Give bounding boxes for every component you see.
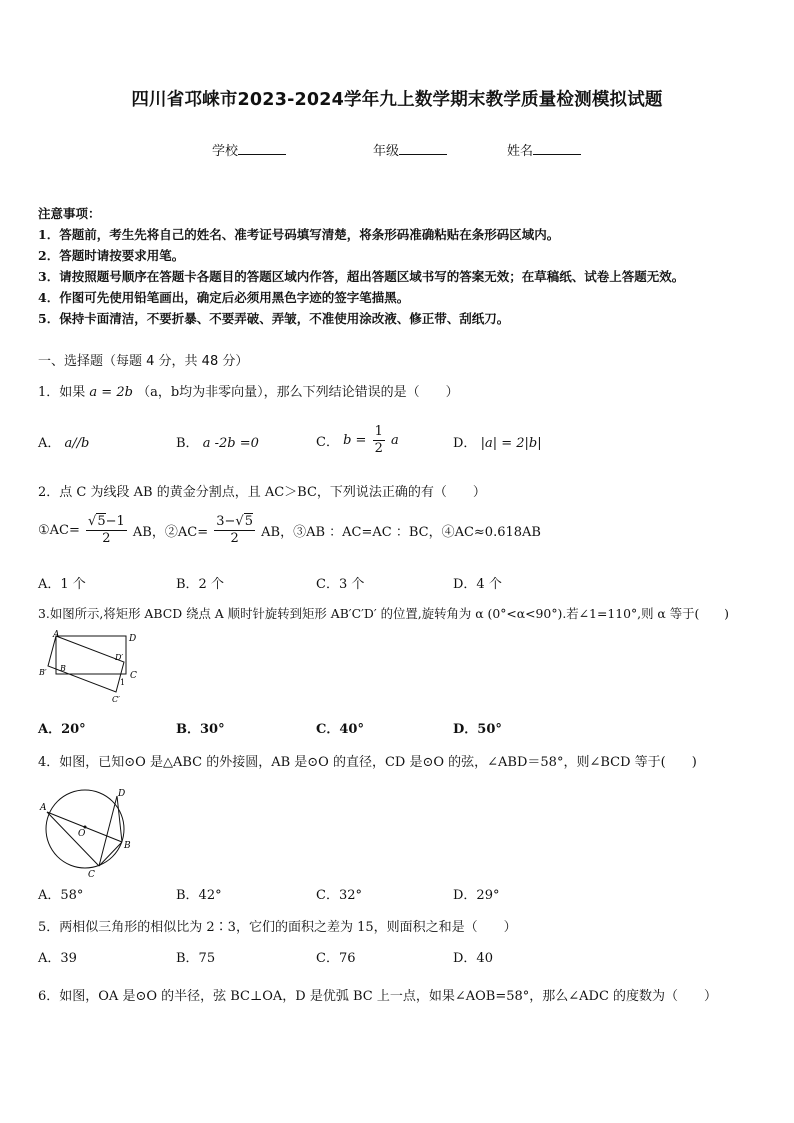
statement-text: ①AC=: [38, 523, 80, 538]
note-item: 4．作图可先使用铅笔画出，确定后必须用黑色字迹的签字笔描黑。: [38, 290, 410, 305]
question-6-stem: 6．如图，OA 是⊙O 的半径，弦 BC⊥OA，D 是优弧 BC 上一点，如果∠AOB=58°，那么∠ADC 的度数为（ ）: [38, 989, 718, 1004]
note-item: 2．答题时请按要求用笔。: [38, 248, 185, 263]
q2-option-d[interactable]: D．4 个: [453, 577, 502, 592]
fraction: [86, 514, 127, 547]
q4-option-b[interactable]: B．42°: [176, 888, 222, 903]
q5-option-c[interactable]: C．76: [316, 951, 356, 966]
question-4-stem: 4．如图，已知⊙O 是△ABC 的外接圆，AB 是⊙O 的直径，CD 是⊙O 的弦，∠ABD＝58°，则∠BCD 等于( ): [38, 755, 697, 770]
name-label: 姓名: [507, 144, 534, 159]
label-c: C: [88, 870, 95, 879]
grade-blank[interactable]: [399, 142, 447, 155]
grade-field[interactable]: [373, 140, 447, 159]
option-text: |a| = 2|b|: [480, 436, 542, 451]
option-text: a -2b =0: [202, 436, 259, 451]
radicand: 5: [97, 514, 106, 529]
page-title: 四川省邛崃市2023-2024学年九上数学期末教学质量检测模拟试题: [131, 90, 663, 110]
fraction: [214, 514, 255, 547]
chord-ac: [47, 812, 99, 866]
question-3-stem: 3.如图所示,将矩形 ABCD 绕点 A 顺时针旋转到矩形 AB′C′D′ 的位置,旋转角为 α (0°<α<90°).若∠1=110°,则 α 等于( ): [38, 606, 729, 621]
q5-option-b[interactable]: B．75: [176, 951, 216, 966]
label-b: B: [60, 664, 66, 673]
option-letter: B．: [176, 436, 199, 451]
denominator: 2: [374, 441, 383, 456]
q5-option-d[interactable]: D．40: [453, 951, 493, 966]
option-text: a: [391, 433, 399, 448]
label-b: B: [124, 841, 131, 851]
q2-option-a[interactable]: A．1 个: [38, 577, 86, 592]
q1-condition: a = 2b: [89, 385, 133, 400]
label-b-prime: B′: [39, 668, 47, 677]
q3-option-d[interactable]: D．50°: [453, 722, 502, 737]
numerator: 1: [374, 424, 383, 439]
q3-option-c[interactable]: C．40°: [316, 722, 364, 737]
option-letter: A．: [38, 436, 61, 451]
fraction: [373, 424, 385, 457]
chord-db: [117, 796, 122, 842]
chord-cd: [99, 796, 117, 866]
q4-option-d[interactable]: D．29°: [453, 888, 500, 903]
question-2-stem: 2．点 C 为线段 AB 的黄金分割点，且 AC＞BC，下列说法正确的有（ ）: [38, 485, 486, 500]
q2-statements: [38, 514, 541, 547]
school-blank[interactable]: [238, 142, 286, 155]
q1-option-d[interactable]: [453, 432, 542, 451]
label-angle-1: 1: [120, 678, 126, 687]
label-a: A: [40, 803, 47, 813]
q3-rectangle-figure: [36, 628, 146, 708]
denominator: 2: [102, 531, 111, 546]
numerator-head: 3−: [216, 514, 236, 529]
q4-option-c[interactable]: C．32°: [316, 888, 362, 903]
label-d-prime: D′: [115, 653, 124, 662]
label-d: D: [118, 789, 126, 799]
q1-prefix: 1．如果: [38, 385, 86, 400]
q5-option-a[interactable]: A．39: [38, 951, 77, 966]
numerator-tail: −1: [105, 514, 125, 529]
name-field[interactable]: [507, 140, 581, 159]
statement-text: AB，②AC=: [132, 525, 209, 540]
school-field[interactable]: [212, 140, 286, 159]
option-letter: C．: [316, 435, 339, 450]
q1-option-b[interactable]: [176, 432, 259, 451]
question-1-stem: [38, 381, 459, 400]
numerator: 3−√5: [216, 514, 253, 529]
label-c: C: [130, 671, 137, 681]
question-5-stem: 5．两相似三角形的相似比为 2∶3，它们的面积之差为 15，则面积之和是（ ）: [38, 920, 517, 935]
option-text: b =: [343, 433, 367, 448]
q4-option-a[interactable]: A．58°: [38, 888, 84, 903]
note-item: 1．答题前，考生先将自己的姓名、准考证号码填写清楚，将条形码准确粘贴在条形码区域内。: [38, 227, 560, 242]
section-heading: 一、选择题（每题 4 分，共 48 分）: [38, 354, 249, 369]
q2-option-c[interactable]: C．3 个: [316, 577, 365, 592]
q1-option-c[interactable]: [316, 424, 399, 457]
label-c-prime: C′: [112, 695, 120, 704]
option-text: a//b: [64, 436, 90, 451]
denominator: 2: [230, 531, 239, 546]
option-letter: D．: [453, 436, 477, 451]
label-d: D: [129, 634, 137, 644]
statement-text: AB，③AB ：AC=AC ：BC，④AC≈0.618AB: [261, 525, 541, 540]
grade-label: 年级: [373, 144, 400, 159]
q2-option-b[interactable]: B．2 个: [176, 577, 224, 592]
q1-paren: （a，b均为非零向量），那么下列结论错误的是（ ）: [137, 385, 459, 400]
q4-circle-figure: [36, 784, 146, 879]
school-label: 学校: [212, 144, 239, 159]
label-o: O: [78, 829, 86, 839]
note-item: 5．保持卡面清洁，不要折暴、不要弄破、弄皱，不准使用涂改液、修正带、刮纸刀。: [38, 311, 510, 326]
note-item: 3．请按照题号顺序在答题卡各题目的答题区域内作答，超出答题区域书写的答案无效；在草稿纸、试卷上答题无效。: [38, 269, 685, 284]
radicand: 5: [244, 514, 253, 529]
numerator: √5−1: [88, 514, 125, 529]
q1-option-a[interactable]: [38, 432, 89, 451]
label-a: A: [53, 630, 60, 640]
q3-option-a[interactable]: A．20°: [38, 722, 86, 737]
q3-option-b[interactable]: B．30°: [176, 722, 225, 737]
notes-heading: 注意事项：: [38, 206, 101, 221]
name-blank[interactable]: [533, 142, 581, 155]
